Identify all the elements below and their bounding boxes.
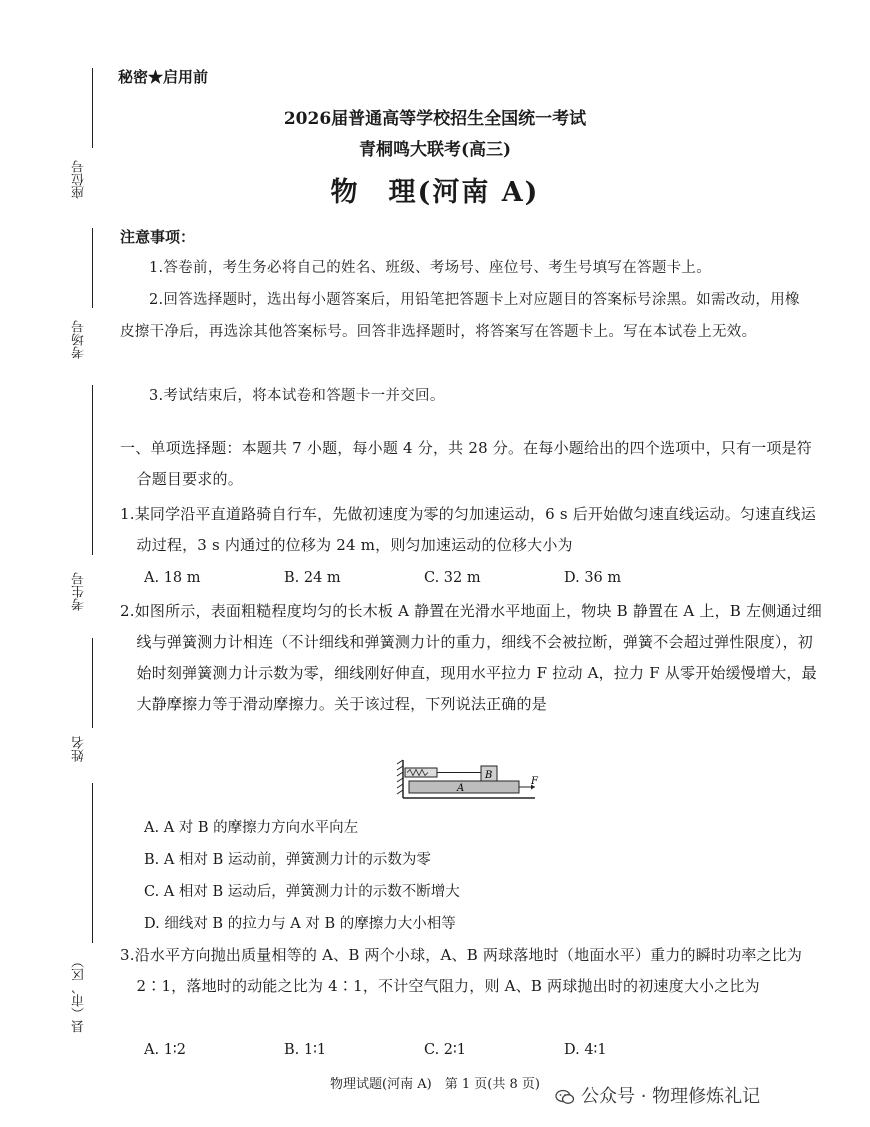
exam-title: 2026届普通高等学校招生全国统一考试 <box>283 109 587 129</box>
option-a: A. 18 m <box>144 570 201 586</box>
question-2-option-c: C. A 相对 B 运动后，弹簧测力计的示数不断增大 <box>144 884 460 900</box>
question-1-stem: 1.某同学沿平直道路骑自行车，先做初速度为零的匀加速运动，6 s 后开始做匀速直线运动。匀速直线运动过程，3 s 内通过的位移为 24 m，则匀加速运动的位移大小为 <box>120 505 816 554</box>
secret-mark: 秘密★启用前 <box>118 68 209 86</box>
question-1-options <box>144 570 704 586</box>
force-label: F <box>531 776 538 787</box>
watermark-text: 公众号 · 物理修炼礼记 <box>581 1086 761 1107</box>
candidate-number-label: 考生号 <box>72 572 87 611</box>
option-b: B. 24 m <box>284 570 341 586</box>
wechat-icon <box>555 1089 575 1105</box>
exam-subtitle: 青桐鸣大联考(高三) <box>358 140 512 160</box>
binding-line-5 <box>92 783 93 943</box>
binding-line-3 <box>92 385 93 555</box>
option-d: D. 4∶1 <box>564 1042 607 1058</box>
section-heading: 一、单项选择题：本题共 7 小题，每小题 4 分，共 28 分。在每小题给出的四个选项中，只有一项是符合题目要求的。 <box>120 439 812 488</box>
watermark <box>555 1082 760 1108</box>
option-d: D. 36 m <box>564 570 622 586</box>
seat-number-label: 座位号 <box>72 160 87 199</box>
board-a-label: A <box>457 783 465 794</box>
county-label: 县（市、区） <box>72 955 87 1033</box>
block-b-label: B <box>485 770 493 781</box>
note-item-1: 1.答卷前，考生务必将自己的姓名、班级、考场号、座位号、考生号填写在答题卡上。 <box>149 260 712 276</box>
option-b: B. 1∶1 <box>284 1042 327 1058</box>
question-2-figure <box>395 758 545 804</box>
option-c: C. 2∶1 <box>424 1042 467 1058</box>
question-2-option-b: B. A 相对 B 运动前，弹簧测力计的示数为零 <box>144 852 431 868</box>
wall-hatch <box>397 760 403 794</box>
binding-line-4 <box>92 638 93 728</box>
question-2-option-a: A. A 对 B 的摩擦力方向水平向左 <box>144 820 359 836</box>
question-3-stem: 3.沿水平方向抛出质量相等的 A、B 两个小球，A、B 两球落地时（地面水平）重力的瞬时功率之比为 2∶1，落地时的动能之比为 4∶1，不计空气阻力，则 A、B 两球抛出时的初速度大小之比为 <box>120 946 803 995</box>
subject-title: 物 理(河南 A) <box>330 177 540 208</box>
question-2-option-d: D. 细线对 B 的拉力与 A 对 B 的摩擦力大小相等 <box>144 916 456 932</box>
binding-line-2 <box>92 228 93 308</box>
option-c: C. 32 m <box>424 570 481 586</box>
question-2-stem: 2.如图所示，表面粗糙程度均匀的长木板 A 静置在光滑水平地面上，物块 B 静置在 A 上，B 左侧通过细线与弹簧测力计相连（不计细线和弹簧测力计的重力，细线不会被拉断，弹簧不会超过弹性限度），初始时刻弹簧测力计示数为零，细线刚好伸直，现用水平拉力 F 拉动 A，拉力 F 从零开始缓慢增大，最大静摩擦力等于滑动摩擦力。关于该过程，下列说法正确的是 <box>120 602 823 713</box>
exam-room-label: 考场号 <box>72 320 87 359</box>
notes-title: 注意事项： <box>120 228 196 246</box>
option-a: A. 1∶2 <box>144 1042 186 1058</box>
note-item-2: 2.回答选择题时，选出每小题答案后，用铅笔把答题卡上对应题目的答案标号涂黑。如需改动，用橡皮擦干净后，再选涂其他答案标号。回答非选择题时，将答案写在答题卡上。写在本试卷上无效。 <box>120 292 800 340</box>
page-footer: 物理试题(河南 A) 第 1 页(共 8 页) <box>330 1077 540 1092</box>
note-item-3: 3.考试结束后，将本试卷和答题卡一并交回。 <box>149 388 445 404</box>
name-label: 姓名 <box>72 736 87 762</box>
question-3-options <box>144 1042 704 1058</box>
